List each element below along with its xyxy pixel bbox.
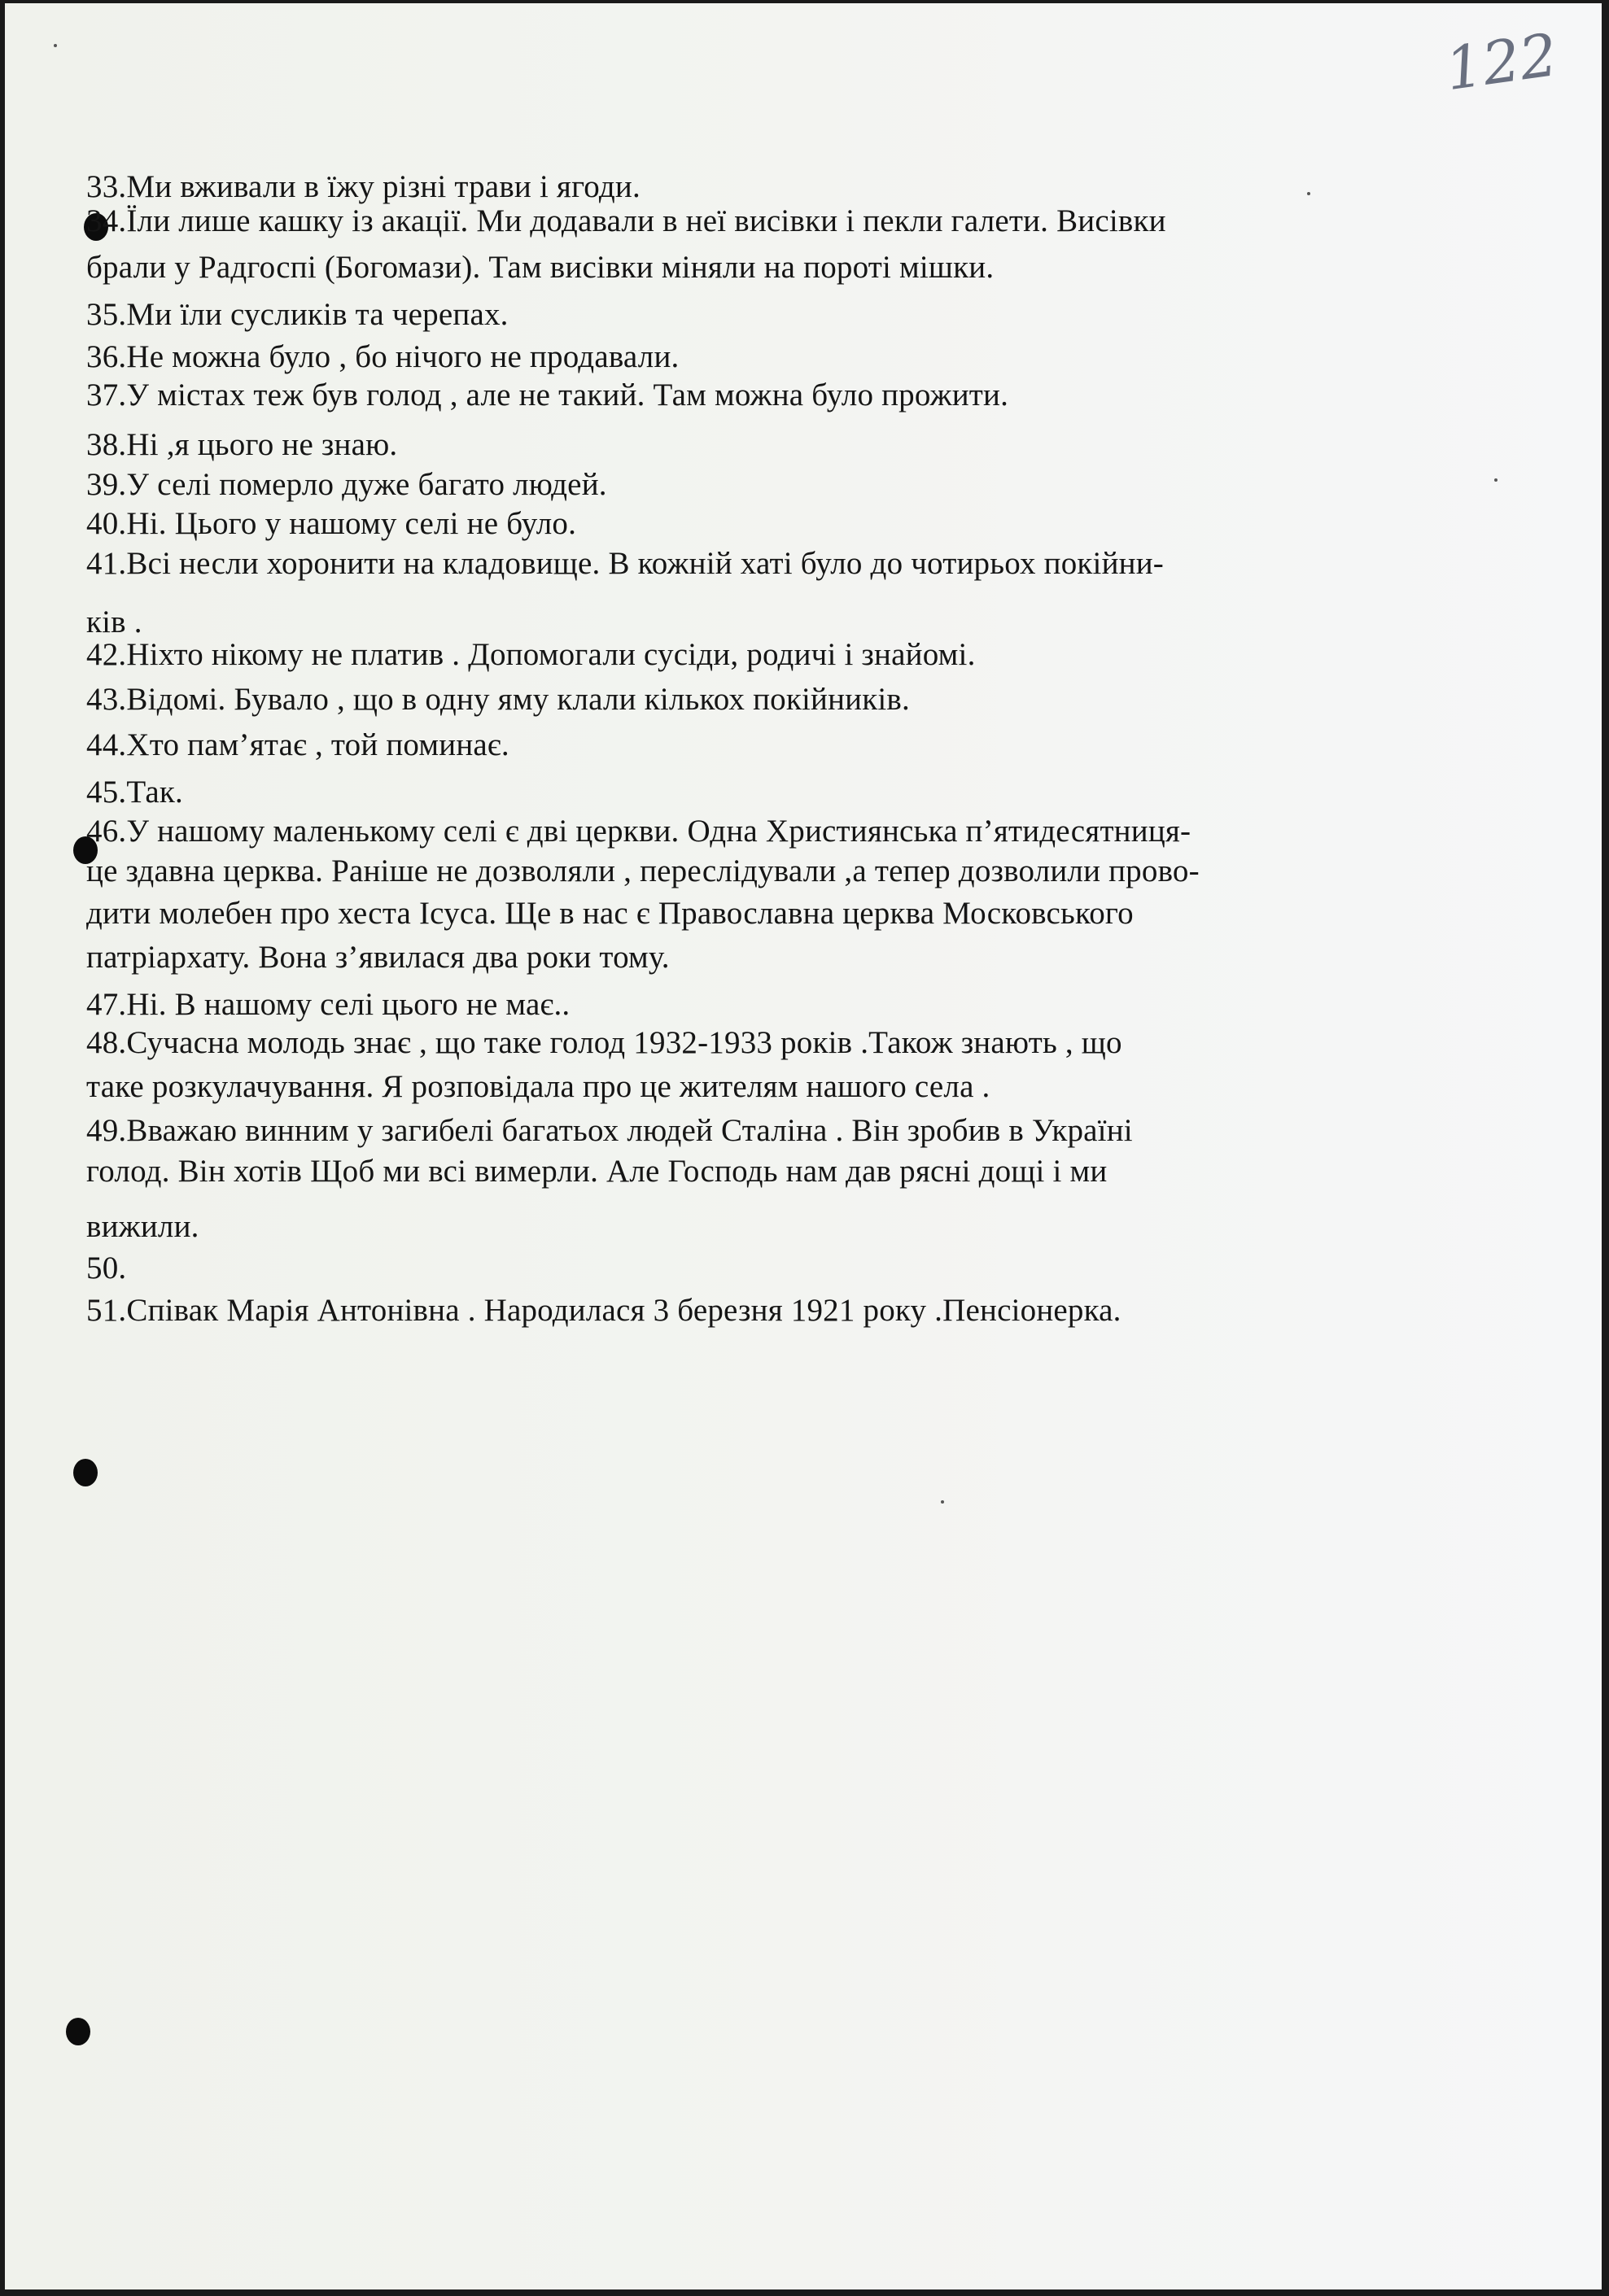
text-line: таке розкулачування. Я розповідала про це жителям нашого села .: [86, 1069, 990, 1104]
text-line: 44.Хто пам’ятає , той поминає.: [86, 727, 509, 762]
text-line: дити молебен про хеста Ісуса. Ще в нас є Православна церква Московського: [86, 896, 1134, 931]
text-line: 39.У селі померло дуже багато людей.: [86, 467, 607, 502]
punch-hole-icon: [73, 1459, 98, 1486]
text-line: вижили.: [86, 1209, 199, 1244]
text-line: 47.Ні. В нашому селі цього не має..: [86, 987, 571, 1022]
text-line: голод. Він хотів Щоб ми всі вимерли. Але Господь нам дав рясні дощі і ми: [86, 1154, 1108, 1189]
punch-hole-icon: [66, 2018, 90, 2045]
text-line: 35.Ми їли сусликів та черепах.: [86, 297, 509, 332]
text-line: 42.Ніхто нікому не платив . Допомогали сусіди, родичі і знайомі.: [86, 637, 976, 672]
text-line: 34.Їли лише кашку із акації. Ми додавали в неї висівки і пекли галети. Висівки: [86, 203, 1166, 238]
text-line: 48.Сучасна молодь знає , що таке голод 1932-1933 років .Також знають , що: [86, 1025, 1122, 1060]
text-line: 50.: [86, 1251, 127, 1285]
document-page: [5, 3, 1602, 2289]
scan-speck: [1307, 192, 1310, 195]
text-line: 46.У нашому маленькому селі є дві церкви. Одна Християнська п’ятидесятниця-: [86, 814, 1191, 849]
text-line: 37.У містах теж був голод , але не такий. Там можна було прожити.: [86, 378, 1009, 412]
text-line: 49.Вважаю винним у загибелі багатьох людей Сталіна . Він зробив в Україні: [86, 1113, 1133, 1148]
text-line: брали у Радгоспі (Богомази). Там висівки міняли на пороті мішки.: [86, 250, 995, 285]
text-line: патріархату. Вона з’явилася два роки тому.: [86, 940, 670, 975]
text-line: 33.Ми вживали в їжу різні трави і ягоди.: [86, 169, 641, 204]
text-line: 40.Ні. Цього у нашому селі не було.: [86, 506, 577, 541]
handwritten-page-number: 122: [1441, 20, 1562, 104]
text-line: це здавна церква. Раніше не дозволяли , переслідували ,а тепер дозволили прово-: [86, 853, 1200, 888]
text-line: 43.Відомі. Бувало , що в одну яму клали кількох покійників.: [86, 682, 910, 717]
text-line: 38.Ні ,я цього не знаю.: [86, 427, 398, 462]
text-line: ків .: [86, 605, 142, 639]
text-line: 51.Співак Марія Антонівна . Народилася 3 березня 1921 року .Пенсіонерка.: [86, 1293, 1121, 1328]
text-line: 41.Всі несли хоронити на кладовище. В кожній хаті було до чотирьох покійни-: [86, 546, 1164, 581]
text-line: 45.Так.: [86, 775, 184, 810]
scan-speck: [1494, 478, 1498, 482]
text-line: 36.Не можна було , бо нічого не продавали.: [86, 339, 680, 374]
scan-speck: [54, 44, 57, 47]
scan-speck: [941, 1500, 944, 1504]
